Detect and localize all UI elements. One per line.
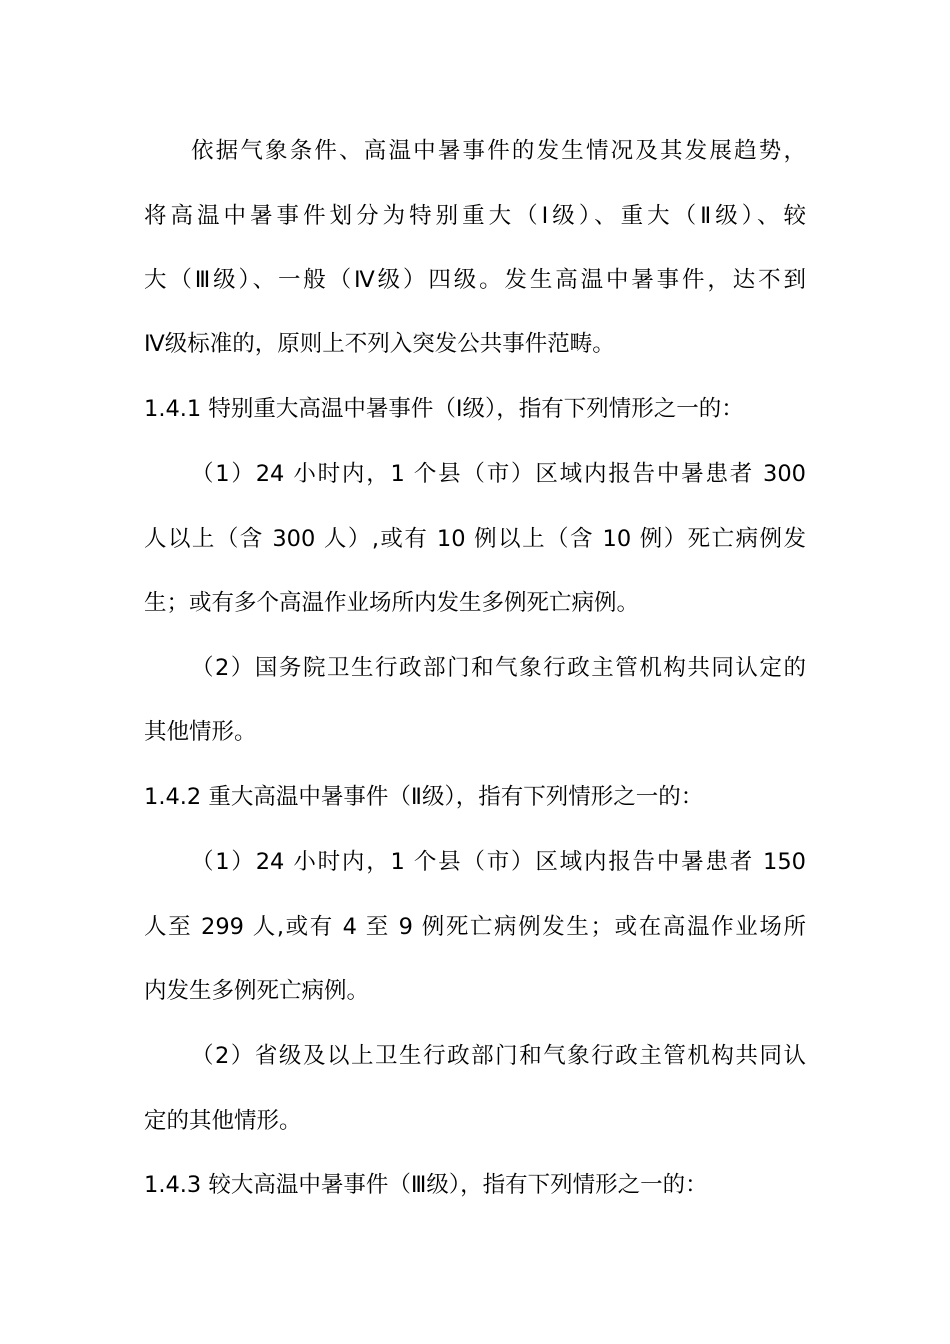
criterion-1-4-1-2-line-1: （2）国务院卫生行政部门和气象行政主管机构共同认定的 [191,655,806,681]
criterion-1-4-1-1-line-3: 生；或有多个高温作业场所内发生多例死亡病例。 [144,590,640,616]
criterion-1-4-2-1-line-2: 人至 299 人,或有 4 至 9 例死亡病例发生；或在高温作业场所 [144,914,806,940]
paragraph-1-line-4: Ⅳ级标准的，原则上不列入突发公共事件范畴。 [144,331,615,357]
criterion-1-4-2-1-line-3: 内发生多例死亡病例。 [144,978,370,1004]
section-heading-1-4-3: 1.4.3 较大高温中暑事件（Ⅲ级），指有下列情形之一的： [144,1172,708,1198]
criterion-1-4-2-1-line-1: （1）24 小时内，1 个县（市）区域内报告中暑患者 150 [191,849,806,875]
criterion-1-4-1-1-line-1: （1）24 小时内，1 个县（市）区域内报告中暑患者 300 [191,461,806,487]
paragraph-1-line-1: 依据气象条件、高温中暑事件的发生情况及其发展趋势， [191,138,806,164]
section-heading-1-4-1: 1.4.1 特别重大高温中暑事件（Ⅰ级），指有下列情形之一的： [144,396,744,422]
paragraph-1-line-3: 大（Ⅲ级）、一般（Ⅳ级）四级。发生高温中暑事件，达不到 [144,267,806,293]
criterion-1-4-2-2-line-2: 定的其他情形。 [144,1108,302,1134]
criterion-1-4-1-2-line-2: 其他情形。 [144,719,257,745]
paragraph-1-line-2: 将高温中暑事件划分为特别重大（Ⅰ级）、重大（Ⅱ级）、较 [144,203,806,229]
criterion-1-4-1-1-line-2: 人以上（含 300 人）,或有 10 例以上（含 10 例）死亡病例发 [144,526,806,552]
criterion-1-4-2-2-line-1: （2）省级及以上卫生行政部门和气象行政主管机构共同认 [191,1043,806,1069]
section-heading-1-4-2: 1.4.2 重大高温中暑事件（Ⅱ级），指有下列情形之一的： [144,784,704,810]
